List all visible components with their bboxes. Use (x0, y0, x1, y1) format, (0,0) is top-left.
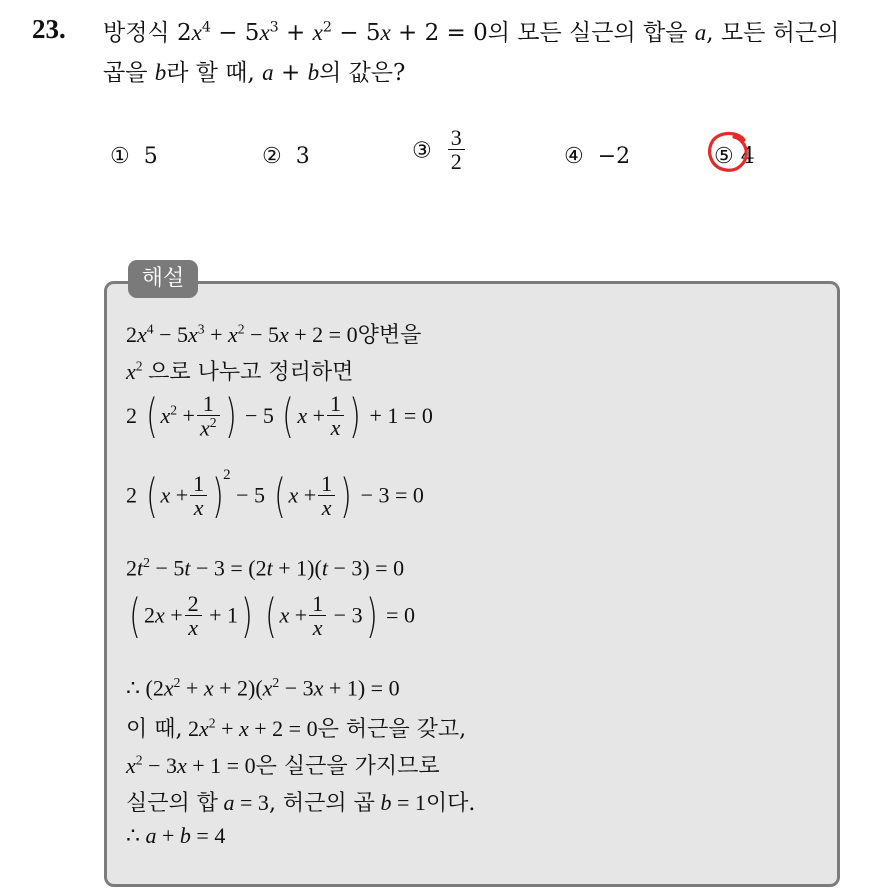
answer-choices (110, 125, 790, 190)
solution-line-8: 이 때, $2x^2 + x + 2 = 0$은 허근을 갖고, (126, 715, 467, 742)
solution-text-2: 으로 나누고 정리하면 (148, 360, 354, 385)
choice-value: −2 (597, 144, 631, 169)
selected-answer-circle-icon (704, 128, 752, 176)
question-tail-2: 의 값은? (319, 60, 406, 86)
solution-line-7: ∴ $(2x^2 + x + 2)(x^2 - 3x + 1) = 0$ (126, 675, 400, 701)
choice-value: 4 (740, 144, 755, 169)
solution-line-4: 2 ( x + $\frac{1}{x}$ )$^2$ − 5 ( x + $\frac{1}{x}$ ) − 3 = 0 (126, 466, 424, 523)
question-line-2 (103, 54, 405, 87)
sum-expression: a + b (262, 60, 320, 86)
solution-text-1: 양변을 (357, 323, 422, 348)
equation: $2x^4 - 5x^3 + x^2 - 5x + 2 = 0$ (176, 19, 488, 46)
choice-mark: ⑤ (714, 144, 734, 169)
choice-2[interactable] (262, 144, 310, 169)
choice-4[interactable] (564, 144, 630, 169)
solution-line-9: $x^2 - 3x + 1 = 0$은 실근을 가지므로 (126, 752, 440, 779)
question-lead-2: 곱을 (103, 60, 148, 86)
question-line-1 (103, 14, 839, 47)
solution-line-3: 2 ( $x^2$ + $\frac{1}{x^2}$ ) − 5 ( x + $\frac{1}{x}$ ) + 1 = 0 (126, 388, 433, 443)
question-number: 23. (32, 14, 66, 44)
solution-tag: 해설 (128, 260, 198, 298)
solution-text-10c: 이다. (425, 791, 476, 816)
choice-value: 3 (295, 144, 310, 169)
solution-text-10b: , 허근의 곱 (268, 791, 375, 816)
solution-line-11: ∴ a + b = 4 (126, 823, 226, 848)
solution-text-10a: 실근의 합 (126, 791, 219, 816)
solution-line-1: $2x^4 - 5x^3 + x^2 - 5x + 2 = 0$양변을 (126, 321, 422, 348)
choice-mark: ③ (412, 138, 432, 164)
question-mid: 의 모든 실근의 합을 (487, 20, 688, 46)
question-lead: 방정식 (103, 20, 170, 46)
solution-text-9: 은 실근을 가지므로 (255, 754, 440, 779)
fraction-numerator: 3 (448, 126, 465, 150)
var-b: b (154, 60, 167, 85)
choice-1[interactable] (110, 144, 158, 169)
choice-fraction (448, 126, 465, 173)
choice-mark: ① (110, 144, 130, 169)
solution-line-10: 실근의 합 a = 3, 허근의 곱 b = 1이다. (126, 790, 476, 816)
solution-text-8b: 은 허근을 갖고, (317, 717, 467, 742)
question-mid-2: 라 할 때, (166, 60, 255, 86)
question-tail: , 모든 허근의 (706, 20, 840, 46)
choice-mark: ② (262, 144, 282, 169)
fraction-denominator: 2 (450, 149, 462, 175)
var-a: a (694, 20, 707, 45)
solution-line-2: $x^2$ 으로 나누고 정리하면 (126, 358, 354, 385)
solution-line-5: $2t^2 - 5t - 3 = (2t + 1)(t - 3) = 0$ (126, 555, 405, 581)
choice-value: 5 (143, 144, 158, 169)
solution-line-6: ( 2x + $\frac{2}{x}$ + 1) ( x + $\frac{1}{x}$ − 3) = 0 (129, 588, 415, 643)
choice-mark: ④ (564, 144, 584, 169)
solution-text-8a: 이 때, (126, 717, 183, 742)
choice-3[interactable] (412, 125, 467, 175)
